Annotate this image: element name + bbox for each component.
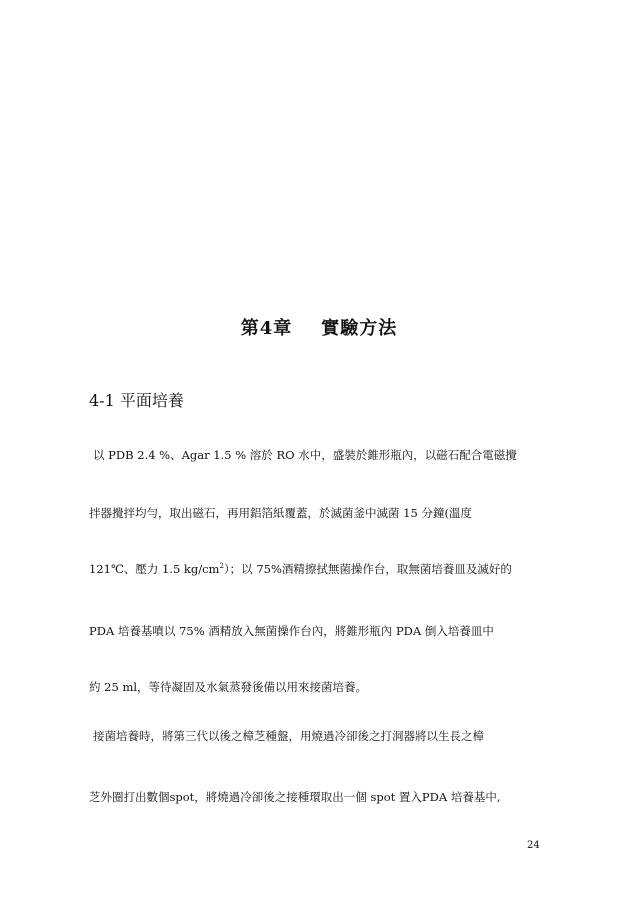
line-text: 121℃、壓力 1.5 kg/cm [89, 562, 220, 576]
paragraph-line: 接菌培養時，將第三代以後之樟芝種盤，用燒過冷卻後之打洞器將以生長之樟 [93, 729, 484, 743]
paragraph-line [89, 561, 512, 577]
line-text: ）；以 75%酒精擦拭無菌操作台，取無菌培養皿及滅好的 [223, 562, 512, 576]
paragraph-line: 約 25 ml，等待凝固及水氣蒸發後備以用來接菌培養。 [89, 680, 368, 694]
page-number: 24 [527, 840, 540, 851]
paragraph-line: PDA 培養基噴以 75% 酒精放入無菌操作台內，將錐形瓶內 PDA 倒入培養皿中 [89, 624, 494, 638]
section-title: 4-1 平面培養 [89, 391, 184, 410]
chapter-title: 第4章 實驗方法 [240, 318, 398, 339]
superscript: 2 [219, 562, 224, 571]
paragraph-line: 芝外圈打出數個spot，將燒過冷卻後之接種環取出一個 spot 置入PDA 培養基中, [89, 790, 501, 804]
paragraph-line: 以 PDB 2.4 %、Agar 1.5 % 溶於 RO 水中，盛裝於錐形瓶內，以磁石配合電磁攪 [93, 448, 517, 462]
paragraph-line: 拌器攪拌均勻，取出磁石，再用鋁箔紙覆蓋，於滅菌釜中滅菌 15 分鐘(溫度 [89, 506, 472, 520]
